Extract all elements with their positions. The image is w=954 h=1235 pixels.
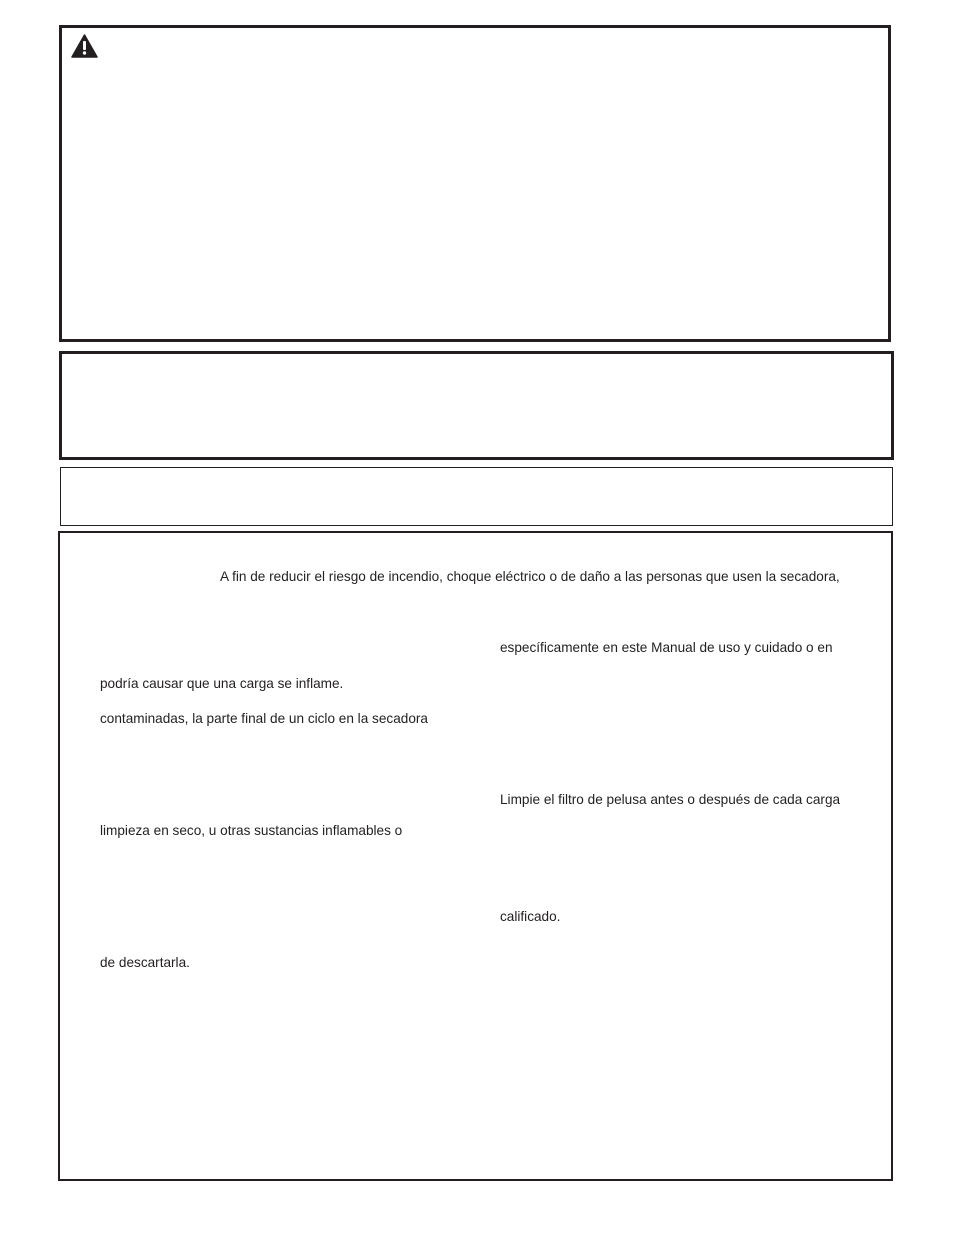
right-column-line: Limpie el filtro de pelusa antes o después de cada carga: [500, 792, 841, 807]
safety-instructions-box: [58, 531, 893, 1181]
left-column-line: podría causar que una carga se inflame.: [100, 676, 344, 691]
warning-triangle-icon: [71, 34, 98, 58]
intro-line: A fin de reducir el riesgo de incendio, choque eléctrico o de daño a las personas que usen la secadora,: [220, 569, 840, 584]
left-column-line: limpieza en seco, u otras sustancias inflamables o: [100, 823, 403, 838]
left-column-line: de descartarla.: [100, 955, 190, 970]
heading-box: [60, 467, 893, 526]
notice-box: [59, 351, 894, 460]
warning-box: [59, 25, 891, 342]
right-column-line: calificado.: [500, 909, 561, 924]
left-column-line: contaminadas, la parte final de un ciclo en la secadora: [100, 711, 428, 726]
right-column-line: específicamente en este Manual de uso y cuidado o en: [500, 640, 833, 655]
